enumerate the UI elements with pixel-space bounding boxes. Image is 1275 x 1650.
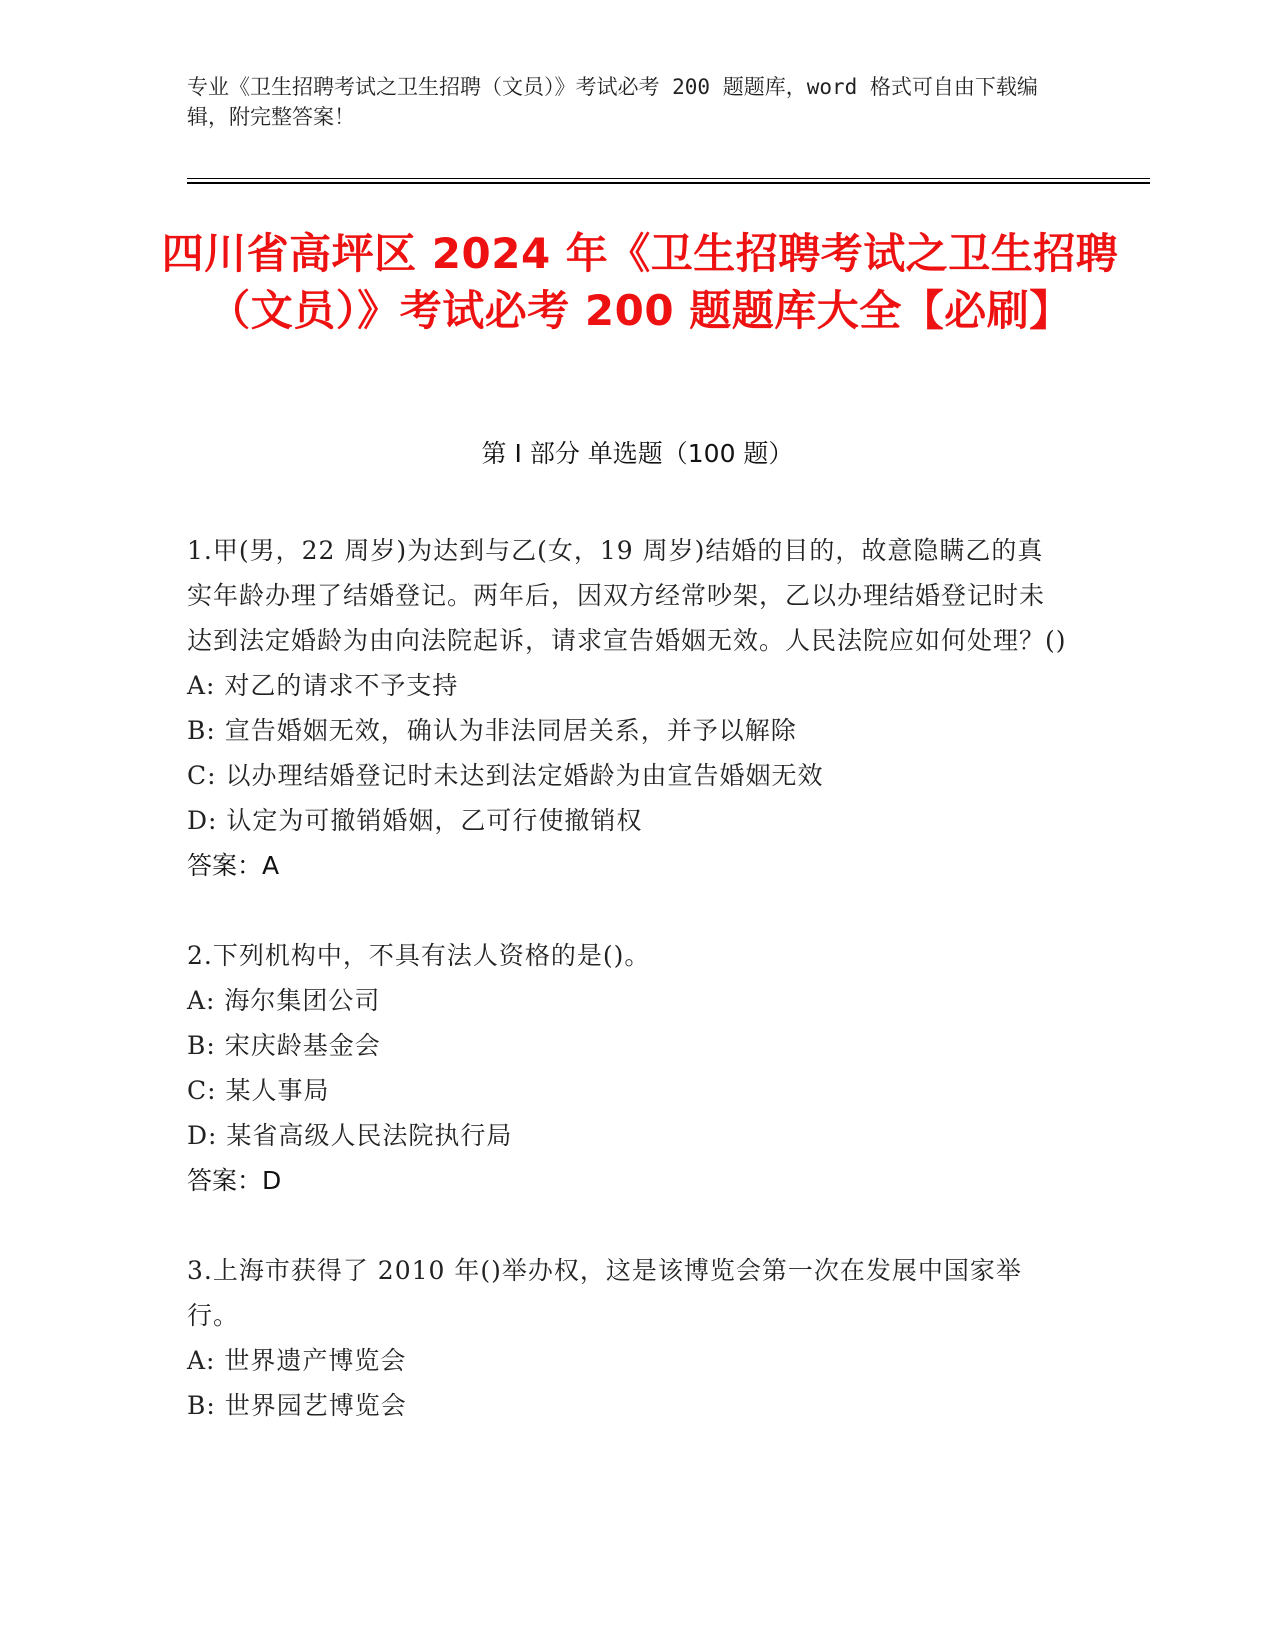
option-d: D: 某省高级人民法院执行局 — [187, 1121, 513, 1150]
question-stem: 3.上海市获得了 2010 年()举办权，这是该博览会第一次在发展中国家举行。 — [187, 1256, 1022, 1330]
option-a: A: 世界遗产博览会 — [187, 1346, 407, 1375]
option-c: C: 某人事局 — [187, 1076, 330, 1105]
option-d: D: 认定为可撤销婚姻，乙可行使撤销权 — [187, 806, 643, 835]
option-c: C: 以办理结婚登记时未达到法定婚龄为由宣告婚姻无效 — [187, 761, 824, 790]
option-a: A: 海尔集团公司 — [187, 986, 381, 1015]
question-1 — [187, 528, 1067, 888]
option-b: B: 世界园艺博览会 — [187, 1391, 407, 1420]
question-3 — [187, 1248, 1067, 1428]
question-stem: 2.下列机构中，不具有法人资格的是()。 — [187, 941, 651, 970]
option-a: A: 对乙的请求不予支持 — [187, 671, 459, 700]
question-list — [187, 528, 1067, 1473]
question-stem: 1.甲(男，22 周岁)为达到与乙(女，19 周岁)结婚的目的，故意隐瞒乙的真实年龄办理了结婚登记。两年后，因双方经常吵架，乙以办理结婚登记时未达到法定婚龄为由向法院起诉，请求宣告婚姻无效。人民法院应如何处理？() — [187, 536, 1067, 655]
answer-line: 答案：D — [187, 1166, 282, 1195]
option-b: B: 宣告婚姻无效，确认为非法同居关系，并予以解除 — [187, 716, 797, 745]
option-b: B: 宋庆龄基金会 — [187, 1031, 381, 1060]
document-title: 四川省高坪区 2024 年《卫生招聘考试之卫生招聘（文员）》考试必考 200 题题库大全【必刷】 — [161, 229, 1119, 335]
header-note: 专业《卫生招聘考试之卫生招聘（文员）》考试必考 200 题题库，word 格式可自由下载编辑，附完整答案！ — [187, 75, 1038, 129]
question-2 — [187, 933, 1067, 1203]
answer-line: 答案：A — [187, 851, 280, 880]
section-heading: 第 I 部分 单选题（100 题） — [481, 439, 794, 468]
header-divider-thick — [187, 182, 1150, 184]
header-divider-thin — [187, 178, 1150, 179]
